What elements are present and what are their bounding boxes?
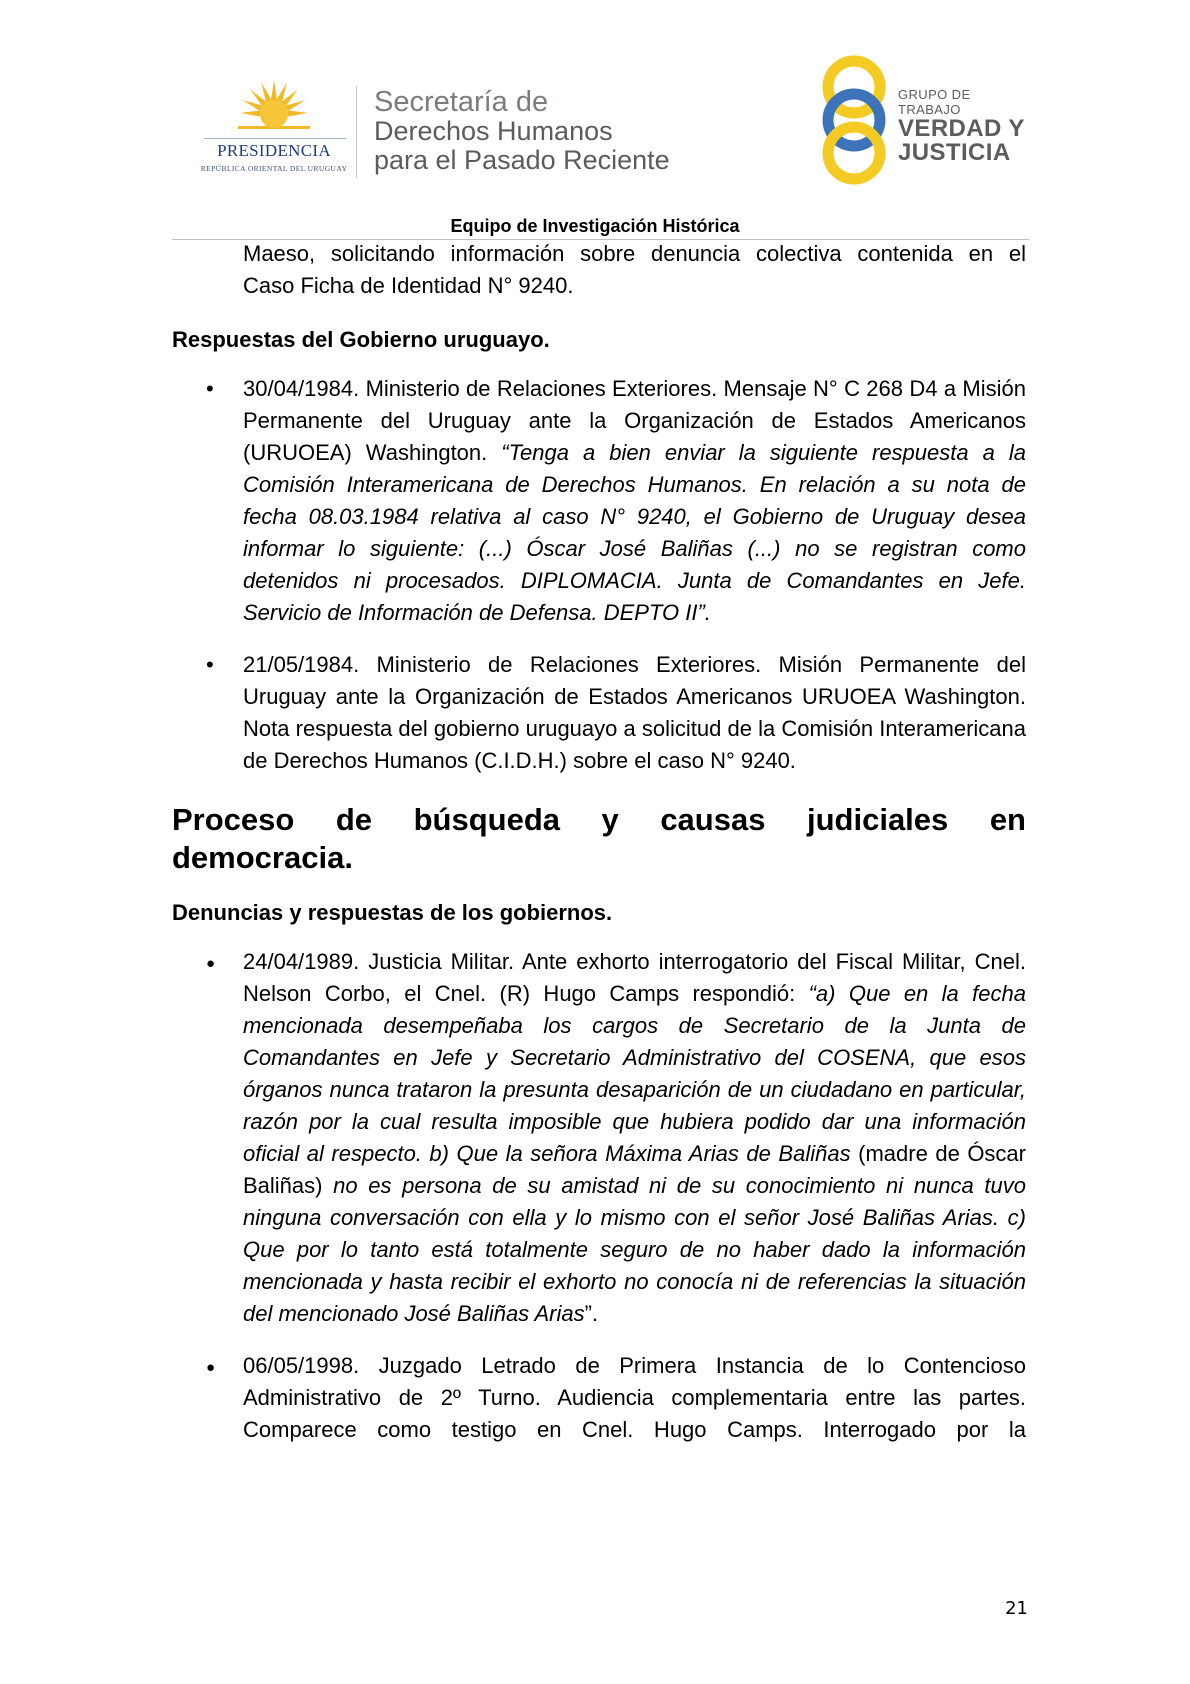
section-title-denuncias: Denuncias y respuestas de los gobiernos. [172, 900, 613, 925]
big-title-line-1: Proceso de búsqueda y causas judiciales en [172, 802, 1026, 837]
item3-quote-2: no es persona de su amistad ni de su conocimiento ni nunca tuvo ninguna conversación con ella y lo mismo con el señor José Baliñas Arias. c) Que por lo tanto está totalmente seguro de no haber dado la información mencionada y hasta recibir el exhorto no conocía ni de referencias la situación del mencionado José Baliñas Arias [243, 1173, 1026, 1326]
presidencia-wordmark: PRESIDENCIA [217, 141, 331, 160]
section-title-respuestas: Respuestas del Gobierno uruguayo. [172, 327, 550, 352]
secretaria-logo-text [374, 88, 670, 175]
list-item [172, 649, 1026, 777]
item3-text-3: ”. [584, 1301, 599, 1326]
list-item [172, 373, 1026, 629]
sun-emblem-icon [238, 78, 310, 138]
big-title-line-2: democracia. [172, 840, 353, 875]
verdad-justicia-text [898, 87, 1028, 165]
page-number: 21 [1005, 1598, 1028, 1619]
list-item [172, 1350, 1026, 1446]
bullet-icon: • [206, 652, 214, 677]
interlocking-rings-icon [818, 55, 890, 185]
verdad-justicia-logo [818, 55, 1028, 185]
bullet-icon: ● [206, 1359, 216, 1376]
gvj-line-3: JUSTICIA [898, 139, 1011, 166]
gvj-line-2: VERDAD Y [898, 115, 1025, 142]
item3-text-2: (madre de Óscar Baliñas) [243, 1141, 1026, 1198]
item3-text-1: 24/04/1989. Justicia Militar. Ante exhorto interrogatorio del Fiscal Militar, Cnel. Nelson Corbo, el Cnel. (R) Hugo Camps respondió: [243, 949, 1026, 1006]
item2-text: 21/05/1984. Ministerio de Relaciones Exteriores. Misión Permanente del Uruguay ante la Organización de Estados Americanos URUOEA Washington. Nota respuesta del gobierno uruguayo a solicitud de la Comisión Interamericana de Derechos Humanos (C.I.D.H.) sobre el caso N° 9240. [243, 652, 1026, 773]
secretaria-line-3: para el Pasado Reciente [374, 145, 670, 175]
page-header [0, 0, 1190, 236]
document-body [172, 238, 1026, 1446]
big-section-title [172, 801, 1026, 877]
item1-text: 30/04/1984. Ministerio de Relaciones Exteriores. Mensaje N° C 268 D4 a Misión Permanente del Uruguay ante la Organización de Estados Americanos (URUOEA) Washington. [243, 376, 1026, 465]
secretaria-line-2: Derechos Humanos [374, 116, 613, 146]
continued-paragraph [172, 238, 1026, 302]
item1-quote: “Tenga a bien enviar la siguiente respuesta a la Comisión Interamericana de Derechos Humanos. En relación a su nota de fecha 08.03.1984 relativa al caso N° 9240, el Gobierno de Uruguay desea informar lo siguiente: (...) Óscar José Baliñas (...) no se registran como detenidos ni procesados. DIPLOMACIA. Junta de Comandantes en Jefe. Servicio de Información de Defensa. DEPTO II”. [243, 440, 1026, 625]
presidencia-logo [198, 78, 350, 178]
continued-line-1: Maeso, solicitando información sobre denuncia colectiva contenida en el [243, 241, 1026, 266]
team-heading: Equipo de Investigación Histórica [450, 216, 740, 236]
bullet-icon: ● [206, 955, 216, 972]
item4-text: 06/05/1998. Juzgado Letrado de Primera Instancia de lo Contencioso Administrativo de 2º Turno. Audiencia complementaria entre las partes. Comparece como testigo en Cnel. Hugo Camps. Interrogado por la [243, 1353, 1026, 1442]
bullet-icon: • [206, 376, 214, 401]
presidencia-subtitle: REPÚBLICA ORIENTAL DEL URUGUAY [200, 164, 348, 173]
logo-divider [356, 86, 357, 178]
item3-quote-1: “a) Que en la fecha mencionada desempeñaba los cargos de Secretario de la Junta de Comandantes en Jefe y Secretario Administrativo del COSENA, que esos órganos nunca trataron la presunta desaparición de un ciudadano en particular, razón por la cual resulta imposible que hubiera podido dar una información oficial al respecto. b) Que la señora Máxima Arias de Baliñas [243, 981, 1026, 1166]
gvj-line-1: GRUPO DE TRABAJO [898, 87, 971, 117]
secretaria-line-1: Secretaría de [374, 86, 549, 118]
continued-line-2: Caso Ficha de Identidad N° 9240. [243, 273, 574, 298]
list-item [172, 946, 1026, 1330]
presidencia-rule [204, 138, 346, 139]
